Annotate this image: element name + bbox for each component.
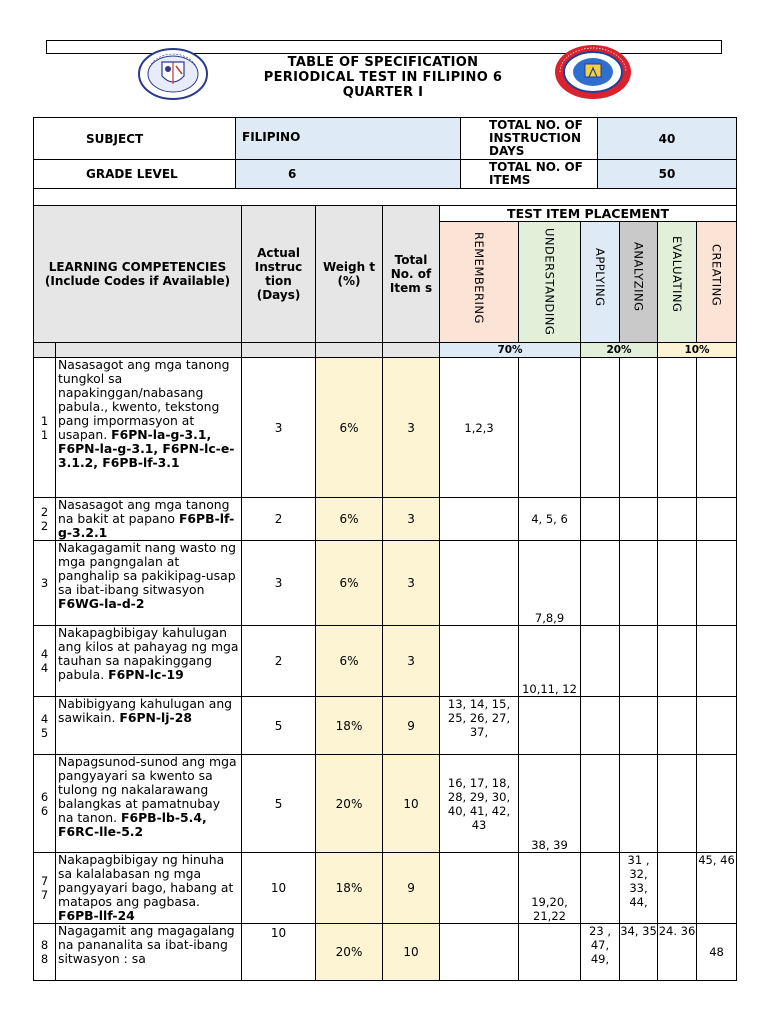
understanding-cell: 7,8,9 (519, 541, 581, 626)
understanding-cell: 4, 5, 6 (519, 498, 581, 541)
title-line-1: TABLE OF SPECIFICATION (287, 55, 479, 70)
creating-cell: 48 (697, 924, 737, 981)
table-row (34, 626, 737, 697)
analyzing-cell (620, 626, 658, 697)
weight-cell: 18% (316, 853, 383, 924)
weight-cell: 6% (316, 541, 383, 626)
weight-cell: 20% (316, 755, 383, 853)
percent-higher: 10% (658, 343, 737, 358)
evaluating-cell (658, 853, 697, 924)
understanding-cell: 38, 39 (519, 755, 581, 853)
evaluating-cell: 24. 36 (658, 924, 697, 981)
table-row (34, 853, 737, 924)
creating-cell (697, 626, 737, 697)
competency-code: F6PN-lc-19 (108, 667, 184, 682)
weight-cell: 18% (316, 697, 383, 755)
remembering-cell (440, 924, 519, 981)
competency-code: F6PN-la-g-3.1, F6PN-la-g-3.1, F6PN-lc-e-3.1.2, F6PB-lf-3.1 (58, 427, 235, 470)
level-creating-label: CREATING (709, 244, 724, 307)
total-items-label: TOTAL NO. OF ITEMS (461, 160, 598, 189)
col-header-actual-days: Actual Instruc tion (Days) (242, 206, 316, 343)
level-applying (581, 222, 620, 343)
competency-cell (56, 924, 242, 981)
level-understanding-label: UNDERSTANDING (542, 228, 557, 336)
table-row (34, 498, 737, 541)
items-cell: 9 (383, 853, 440, 924)
creating-cell (697, 697, 737, 755)
analyzing-cell (620, 358, 658, 498)
weight-cell: 20% (316, 924, 383, 981)
understanding-cell (519, 358, 581, 498)
remembering-cell: 16, 17, 18, 28, 29, 30, 40, 41, 42, 43 (440, 755, 519, 853)
remembering-cell (440, 853, 519, 924)
remembering-cell (440, 498, 519, 541)
percent-lower: 70% (440, 343, 581, 358)
analyzing-cell (620, 541, 658, 626)
table-row (34, 697, 737, 755)
evaluating-cell (658, 755, 697, 853)
total-items-value: 50 (598, 160, 737, 189)
applying-cell (581, 498, 620, 541)
days-cell: 10 (242, 853, 316, 924)
title-line-3: QUARTER I (342, 85, 424, 100)
competency-text: Nagagamit ang magagalang na pananalita sa ibat-ibang sitwasyon : sa (58, 923, 235, 966)
understanding-cell (519, 697, 581, 755)
spacer-row (34, 189, 737, 206)
row-number: 7 7 (34, 853, 56, 924)
level-evaluating-label: EVALUATING (670, 236, 685, 313)
percent-row (34, 343, 737, 358)
weight-cell: 6% (316, 498, 383, 541)
level-analyzing (620, 222, 658, 343)
weight-cell: 6% (316, 358, 383, 498)
percent-middle: 20% (581, 343, 658, 358)
remembering-cell (440, 541, 519, 626)
days-cell: 2 (242, 498, 316, 541)
creating-cell: 45, 46 (697, 853, 737, 924)
competency-cell (56, 498, 242, 541)
evaluating-cell (658, 626, 697, 697)
row-number: 1 1 (34, 358, 56, 498)
items-cell: 3 (383, 626, 440, 697)
competency-text: Napagsunod-sunod ang mga pangyayari sa kwento sa tulong ng nakalarawang balangkas at pamatnubay na tanon. (58, 754, 237, 825)
days-cell: 5 (242, 755, 316, 853)
analyzing-cell: 34, 35 (620, 924, 658, 981)
table-row (34, 541, 737, 626)
remembering-cell (440, 626, 519, 697)
row-number: 4 4 (34, 626, 56, 697)
level-remembering-label: REMEMBERING (472, 232, 487, 324)
understanding-cell: 10,11, 12 (519, 626, 581, 697)
competency-code: F6PB-llf-24 (58, 908, 135, 923)
days-cell: 2 (242, 626, 316, 697)
applying-cell (581, 697, 620, 755)
competency-cell (56, 358, 242, 498)
evaluating-cell (658, 697, 697, 755)
grade-level-label: GRADE LEVEL (34, 160, 236, 189)
items-cell: 3 (383, 541, 440, 626)
creating-cell (697, 541, 737, 626)
level-analyzing-label: ANALYZING (631, 242, 646, 312)
row-number: 6 6 (34, 755, 56, 853)
analyzing-cell (620, 697, 658, 755)
applying-cell (581, 853, 620, 924)
items-cell: 3 (383, 498, 440, 541)
evaluating-cell (658, 498, 697, 541)
table-row (34, 358, 737, 498)
level-remembering (440, 222, 519, 343)
level-applying-label: APPLYING (593, 248, 608, 307)
col-header-weight: Weigh t (%) (316, 206, 383, 343)
understanding-cell: 19,20, 21,22 (519, 853, 581, 924)
deped-seal-logo (138, 48, 208, 100)
document-title (200, 55, 566, 100)
row-number: 8 8 (34, 924, 56, 981)
days-cell: 10 (242, 924, 316, 981)
col-header-total-items: Total No. of Item s (383, 206, 440, 343)
table-row (34, 924, 737, 981)
days-cell: 5 (242, 697, 316, 755)
creating-cell (697, 755, 737, 853)
evaluating-cell (658, 358, 697, 498)
items-cell: 9 (383, 697, 440, 755)
level-understanding (519, 222, 581, 343)
row-number: 2 2 (34, 498, 56, 541)
evaluating-cell (658, 541, 697, 626)
remembering-cell: 1,2,3 (440, 358, 519, 498)
understanding-cell (519, 924, 581, 981)
info-table (33, 117, 737, 206)
applying-cell: 23 , 47, 49, (581, 924, 620, 981)
applying-cell (581, 755, 620, 853)
weight-cell: 6% (316, 626, 383, 697)
col-header-test-placement: TEST ITEM PLACEMENT (440, 206, 737, 222)
competency-text: Nasasagot ang mga tanong tungkol sa napakinggan/nabasang pabula., kwento, tekstong pang impormasyon at usapan. (58, 357, 230, 442)
analyzing-cell: 31 , 32, 33, 44, (620, 853, 658, 924)
items-cell: 3 (383, 358, 440, 498)
competency-cell (56, 853, 242, 924)
competency-code: F6PB-lf-g-3.2.1 (58, 511, 235, 540)
competency-code: F6PB-lb-5.4, F6RC-lle-5.2 (58, 810, 207, 839)
instruction-days-value: 40 (598, 118, 737, 160)
applying-cell (581, 541, 620, 626)
creating-cell (697, 358, 737, 498)
title-line-2: PERIODICAL TEST IN FILIPINO 6 (263, 70, 503, 85)
creating-cell (697, 498, 737, 541)
competency-text: Nabibigyang kahulugan ang sawikain. (58, 696, 233, 725)
applying-cell (581, 626, 620, 697)
subject-label: SUBJECT (34, 118, 236, 160)
subject-value: FILIPINO (236, 118, 461, 160)
row-number: 4 5 (34, 697, 56, 755)
competency-text: Nakagagamit nang wasto ng mga pangngalan at panghalip sa pakikipag-usap sa ibat-ibang sitwasyon (58, 540, 237, 597)
table-row (34, 755, 737, 853)
competency-cell (56, 755, 242, 853)
level-creating (697, 222, 737, 343)
col-header-competencies: LEARNING COMPETENCIES (Include Codes if Available) (34, 206, 242, 343)
specification-table (33, 205, 737, 981)
competency-code: F6PN-lj-28 (119, 710, 192, 725)
competency-cell (56, 541, 242, 626)
competency-text: Nakapagbibigay ng hinuha sa kalalabasan ng mga pangyayari bago, habang at matapos ang pagbasa. (58, 852, 234, 909)
competency-text: Nasasagot ang mga tanong na bakit at papano (58, 497, 230, 526)
grade-level-value: 6 (236, 160, 461, 189)
analyzing-cell (620, 755, 658, 853)
competency-cell (56, 626, 242, 697)
competency-code: F6WG-la-d-2 (58, 596, 145, 611)
applying-cell (581, 358, 620, 498)
days-cell: 3 (242, 541, 316, 626)
row-number: 3 (34, 541, 56, 626)
items-cell: 10 (383, 755, 440, 853)
competency-cell (56, 697, 242, 755)
analyzing-cell (620, 498, 658, 541)
remembering-cell: 13, 14, 15, 25, 26, 27, 37, (440, 697, 519, 755)
competency-text: Nakapagbibigay kahulugan ang kilos at pahayag ng mga tauhan sa napakinggang pabula. (58, 625, 239, 682)
instruction-days-label: TOTAL NO. OF INSTRUCTION DAYS (461, 118, 598, 160)
days-cell: 3 (242, 358, 316, 498)
items-cell: 10 (383, 924, 440, 981)
level-evaluating (658, 222, 697, 343)
